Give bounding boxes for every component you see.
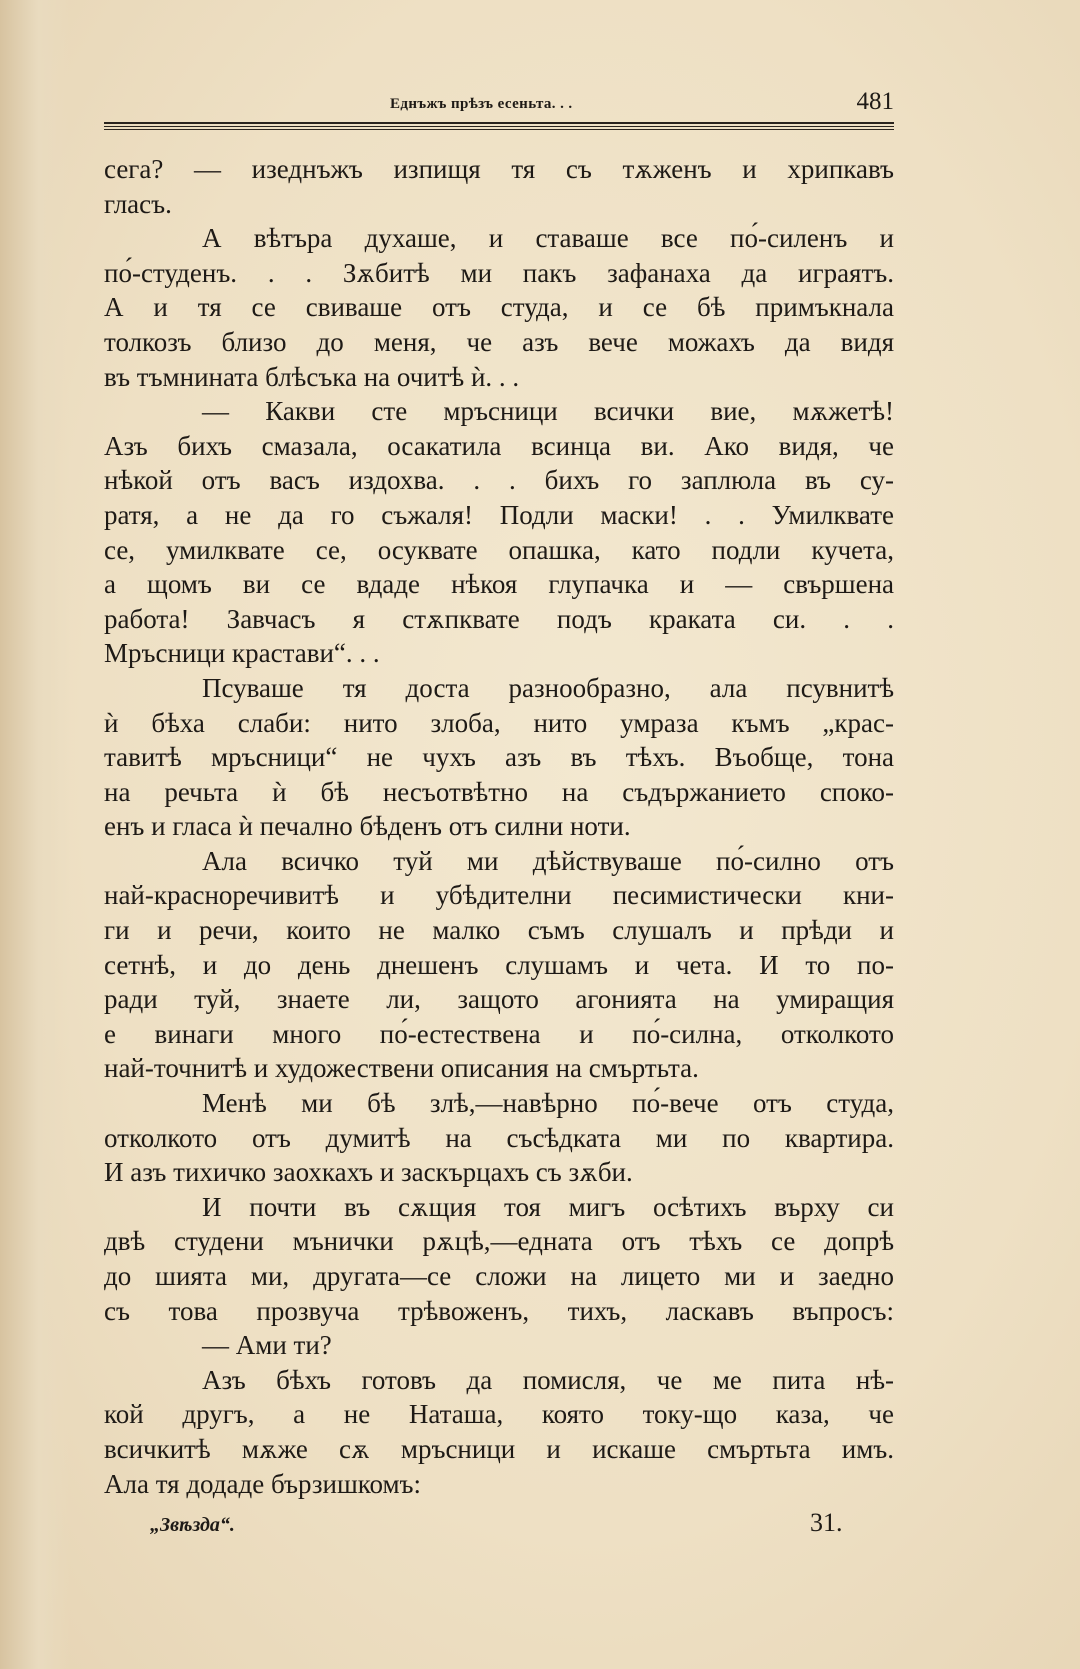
header-rule	[104, 126, 894, 127]
page-header	[104, 88, 894, 122]
text-line: Псуваше тя доста разнообразно, ала псувнитѣ	[202, 672, 894, 703]
text-line: ѝ бѣха слаби: нито злоба, нито умраза къмъ „крас-	[104, 707, 894, 738]
header-rule	[104, 122, 894, 124]
text-line: на речьта ѝ бѣ несъотвѣтно на съдържанието споко-	[104, 776, 894, 807]
sheet-number: 31.	[810, 1508, 843, 1537]
text-line: по́-студенъ. . . Зѫбитѣ ми пакъ зафанаха да играятъ.	[104, 257, 894, 288]
text-line: Менѣ ми бѣ злѣ,—навѣрно по́-вече отъ студа,	[202, 1088, 894, 1119]
text-line: ратя, а не да го съжаля! Подли маски! . . Умилквате	[104, 499, 894, 530]
text-line: ги и речи, които не малко съмъ слушалъ и прѣди и	[104, 915, 894, 946]
text-line: най-красноречивитѣ и убѣдителни песимистически кни-	[104, 880, 894, 911]
text-line: А и тя се свиваше отъ студа, и се бѣ примъкнала	[104, 292, 894, 323]
text-line: Ала всичко туй ми дѣйствуваше по́-силно отъ	[202, 845, 894, 876]
text-line: сетнѣ, и до день днешенъ слушамъ и чета. И то по-	[104, 949, 894, 980]
text-line: до шията ми, другата—се сложи на лицето ми и заедно	[104, 1261, 894, 1291]
text-line: а щомъ ви се вдаде нѣкоя глупачка и — свършена	[104, 569, 894, 600]
text-line: енъ и гласа ѝ печално бѣденъ отъ силни ноти.	[104, 811, 631, 842]
text-line: И азъ тихичко заохкахъ и заскърцахъ съ зѫби.	[104, 1157, 633, 1188]
text-line: гласъ.	[104, 188, 172, 219]
text-line: А вѣтъра духаше, и ставаше все по́-силенъ и	[202, 223, 894, 254]
journal-signature: „Звѣзда“.	[150, 1514, 235, 1536]
header-rule	[104, 129, 894, 130]
text-line: двѣ студени мънички рѫцѣ,—едната отъ тѣхъ се допрѣ	[104, 1226, 894, 1257]
text-line: нѣкой отъ васъ издохва. . . бихъ го заплюла въ су-	[104, 465, 894, 496]
text-line: най-точнитѣ и художествени описания на смъртьта.	[104, 1053, 699, 1084]
text-line: кой другъ, а не Наташа, която току-що каза, че	[104, 1399, 894, 1430]
text-line: И почти въ сѫщия тоя мигъ осѣтихъ върху си	[202, 1191, 894, 1222]
page-number: 481	[856, 88, 894, 115]
text-line: Мръсници крастави“. . .	[104, 638, 380, 669]
text-line: — Какви сте мръсници всички вие, мѫжетѣ!	[202, 396, 894, 427]
running-title: Еднъжъ прѣзъ есеньта. . .	[390, 96, 573, 112]
page-footer	[104, 1508, 894, 1544]
text-line: тавитѣ мръсници“ не чухъ азъ въ тѣхъ. Въобще, тона	[104, 742, 894, 773]
text-line: ради туй, знаете ли, защото агонията на умиращия	[104, 984, 894, 1015]
text-line: въ тъмнината блѣсъка на очитѣ ѝ. . .	[104, 361, 520, 392]
body-text	[104, 152, 894, 1501]
text-line: сега? — изеднъжъ изпищя тя съ тѫженъ и хрипкавъ	[104, 154, 894, 184]
text-line: толкозъ близо до меня, че азъ вече можахъ да видя	[104, 326, 894, 357]
text-line: отколкото отъ думитѣ на съсѣдката ми по квартира.	[104, 1122, 894, 1153]
text-line: Ала тя додаде бързишкомъ:	[104, 1468, 422, 1499]
text-line: всичкитѣ мѫже сѫ мръсници и искаше смъртьта имъ.	[104, 1433, 894, 1464]
text-line: е винаги много по́-естествена и по́-силна, отколкото	[104, 1018, 894, 1049]
text-line: — Ами ти?	[202, 1330, 332, 1361]
text-line: съ това прозвуча трѣвоженъ, тихъ, ласкавъ въпросъ:	[104, 1295, 894, 1326]
text-line: работа! Завчасъ я стѫпквате подъ краката си. . .	[104, 603, 894, 634]
text-line: Азъ бѣхъ готовъ да помисля, че ме пита нѣ-	[202, 1364, 894, 1395]
text-line: Азъ бихъ смазала, осакатила всинца ви. Ако видя, че	[104, 430, 894, 461]
binding-shadow	[0, 0, 70, 1669]
text-line: се, умилквате се, осуквате опашка, като подли кучета,	[104, 534, 894, 565]
